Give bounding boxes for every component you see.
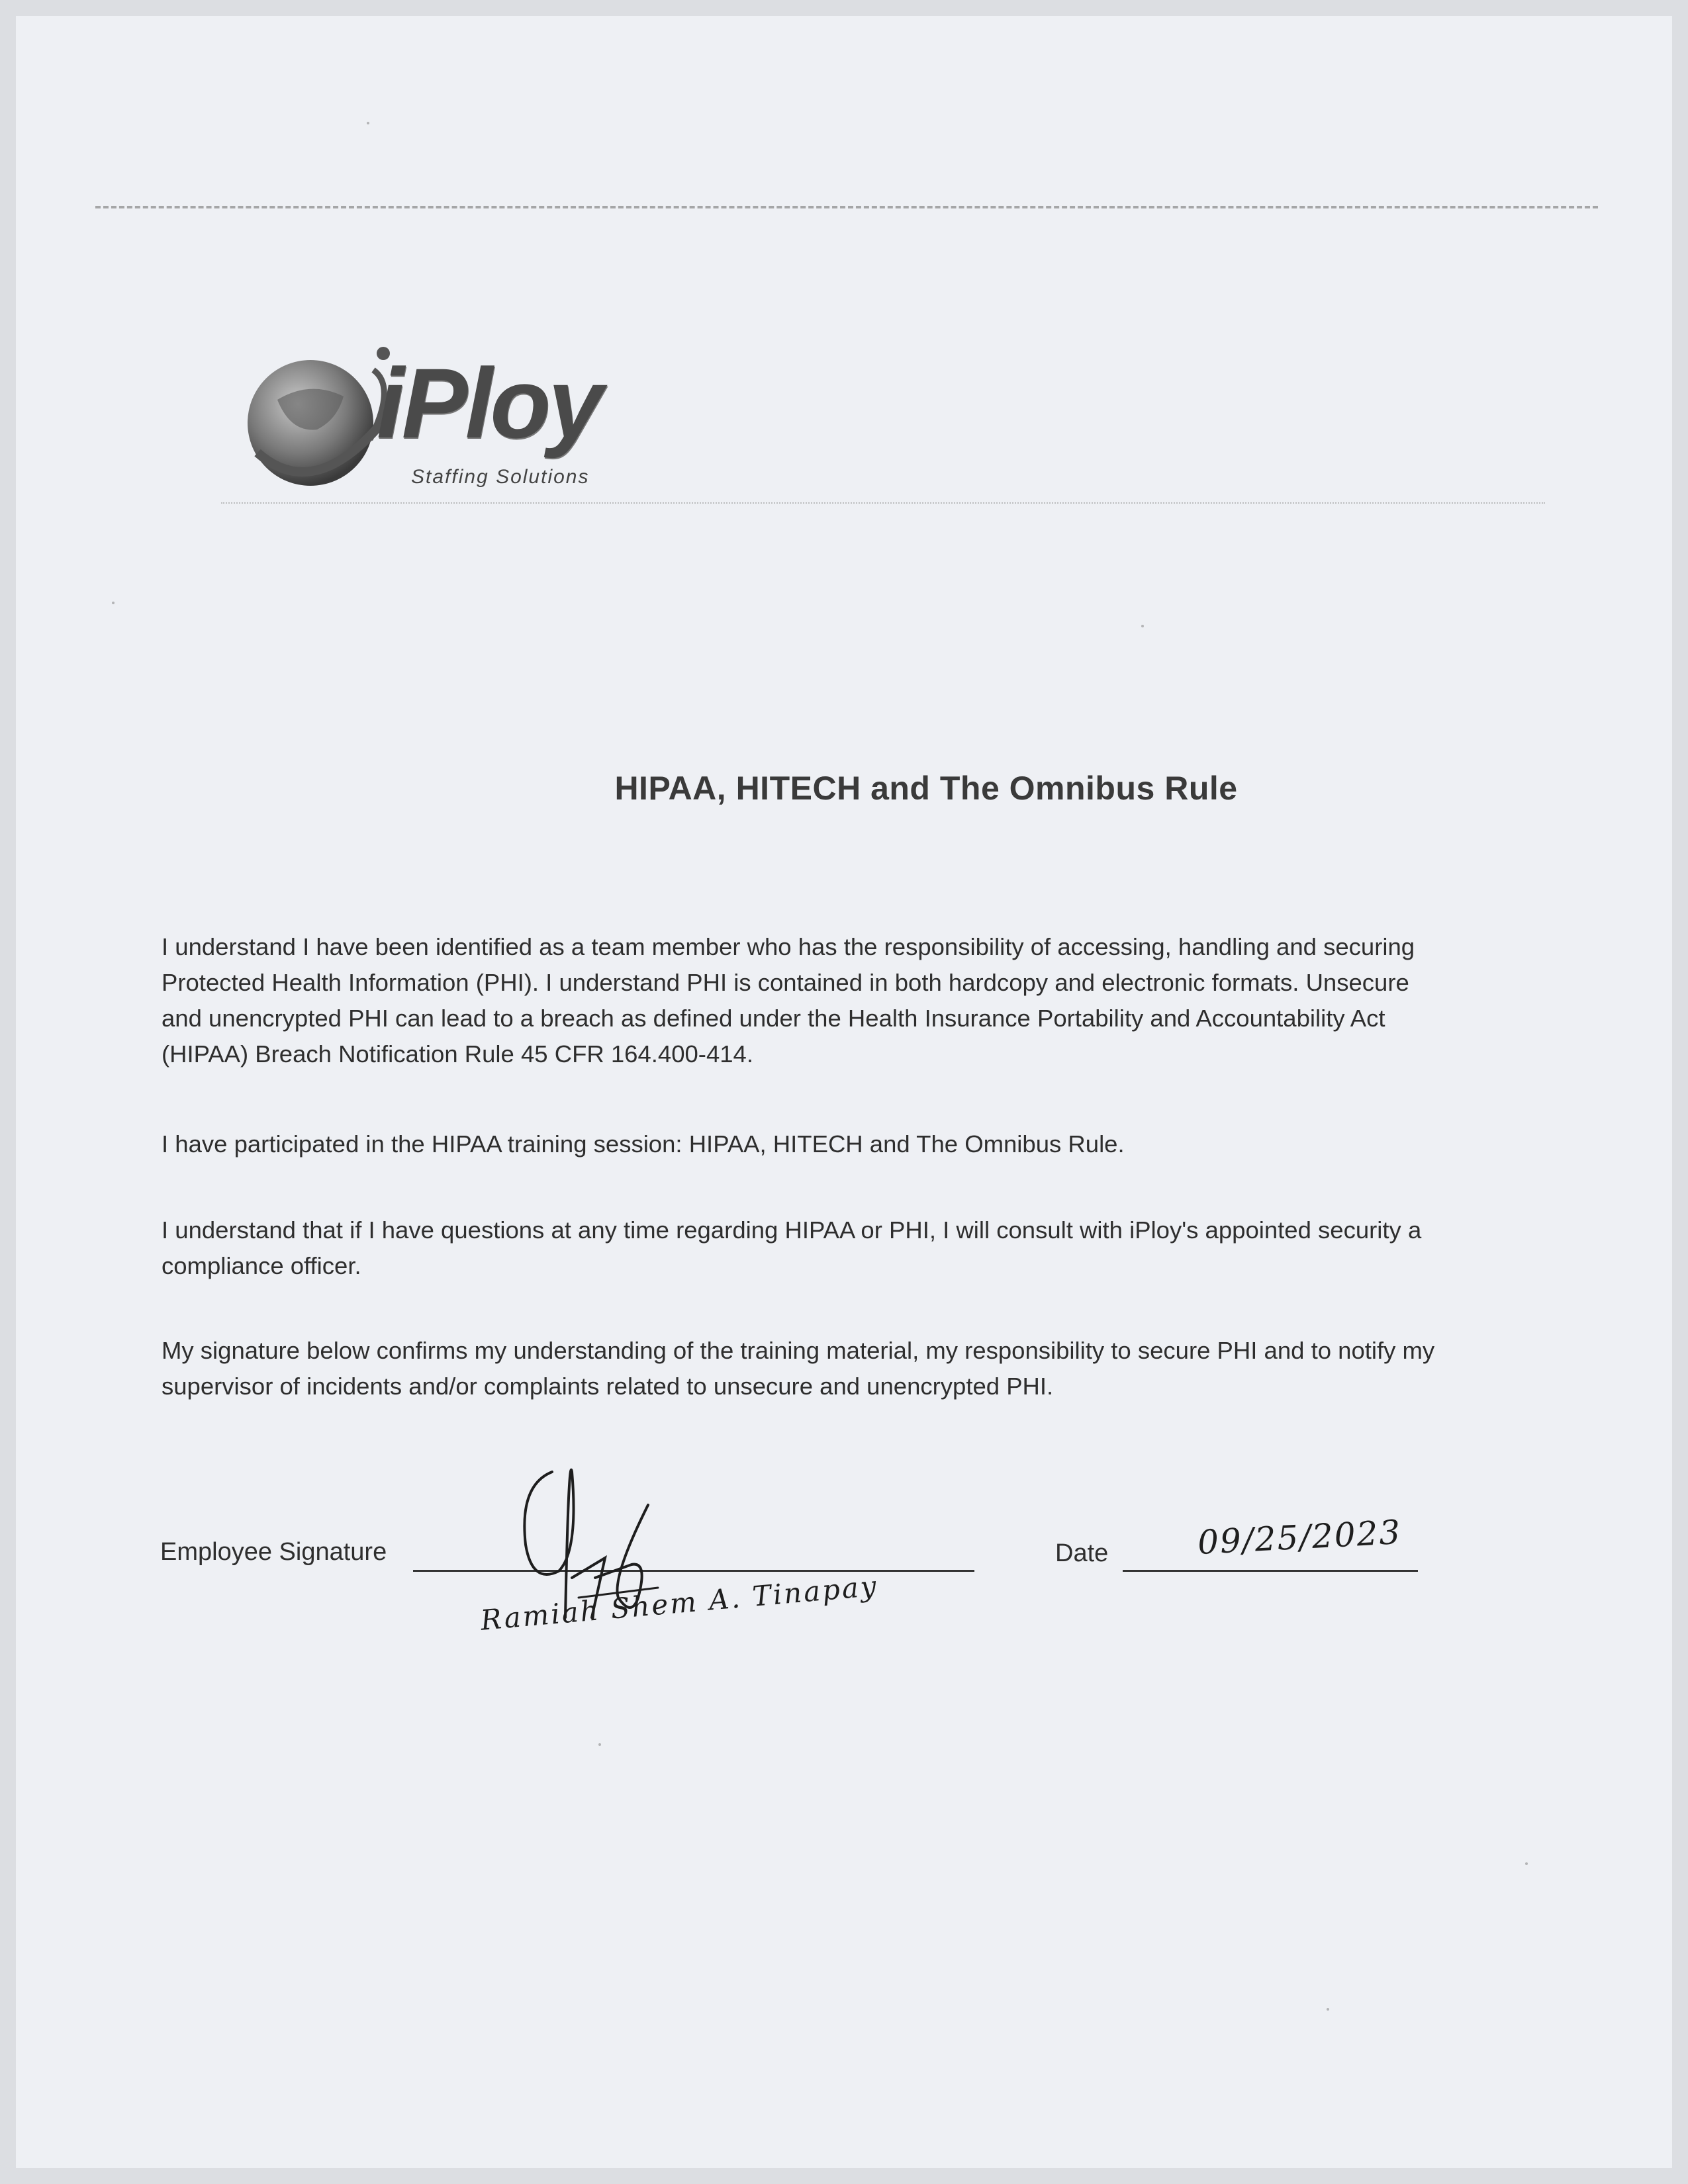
paragraph-signature-confirmation bbox=[162, 1333, 1672, 1404]
scan-speck bbox=[598, 1743, 601, 1746]
paragraph-line: I have participated in the HIPAA training session: HIPAA, HITECH and The Omnibus Rule. bbox=[162, 1130, 1125, 1158]
paragraph-line: I understand that if I have questions at any time regarding HIPAA or PHI, I will consult with iPloy's appointed security a bbox=[162, 1216, 1422, 1244]
signature-line bbox=[413, 1570, 974, 1572]
paragraph-phi-responsibility bbox=[162, 929, 1672, 1072]
logo-tagline: Staffing Solutions bbox=[411, 466, 590, 488]
paragraph-line: supervisor of incidents and/or complaints related to unsecure and unencrypted PHI. bbox=[162, 1373, 1054, 1400]
paragraph-questions bbox=[162, 1212, 1672, 1284]
paragraph-line: Protected Health Information (PHI). I understand PHI is contained in both hardcopy and electronic formats. Unsecure bbox=[162, 969, 1409, 996]
scan-artifact-rule bbox=[95, 206, 1598, 208]
scan-speck bbox=[112, 602, 115, 604]
scan-speck bbox=[1327, 2008, 1329, 2011]
document-title: HIPAA, HITECH and The Omnibus Rule bbox=[614, 770, 1238, 807]
paragraph-line: (HIPAA) Breach Notification Rule 45 CFR 164.400-414. bbox=[162, 1040, 754, 1068]
paragraph-line: and unencrypted PHI can lead to a breach as defined under the Health Insurance Portability and Accountability Act bbox=[162, 1005, 1385, 1032]
paragraph-line: I understand I have been identified as a team member who has the responsibility of accessing, handling and securing bbox=[162, 933, 1415, 960]
handwritten-printed-name: Ramiah Shem A. Tinapay bbox=[479, 1569, 880, 1637]
date-line bbox=[1123, 1570, 1418, 1572]
date-label: Date bbox=[1055, 1539, 1109, 1567]
document-page bbox=[16, 16, 1672, 2168]
handwritten-date: 09/25/2023 bbox=[1196, 1512, 1403, 1563]
scan-speck bbox=[367, 122, 369, 124]
logo-wordmark: iPloy bbox=[377, 347, 601, 459]
paragraph-training-session bbox=[162, 1126, 1672, 1162]
scan-speck bbox=[1141, 625, 1144, 627]
paragraph-line: compliance officer. bbox=[162, 1252, 361, 1279]
employee-signature-label: Employee Signature bbox=[160, 1538, 387, 1566]
company-logo bbox=[238, 340, 701, 512]
scan-speck bbox=[1525, 1862, 1528, 1865]
paragraph-line: My signature below confirms my understanding of the training material, my responsibility to secure PHI and to notify my bbox=[162, 1337, 1435, 1364]
